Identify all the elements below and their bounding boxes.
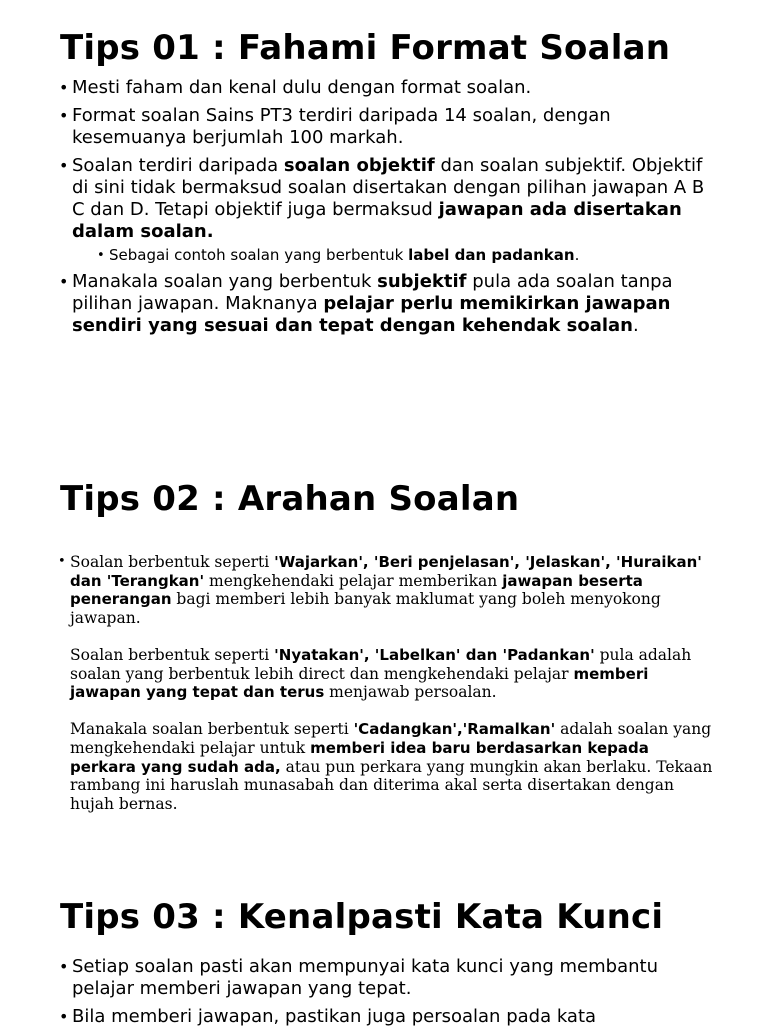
bullet-text: pula ada soalan tanpa pilihan jawapan. Maknanya bbox=[72, 271, 673, 314]
text: bagi memberi lebih banyak maklumat yang boleh menyokong jawapan. bbox=[70, 590, 661, 627]
bullet-text: Bila memberi jawapan, pastikan juga persoalan pada kata bbox=[72, 1006, 597, 1027]
bullet-list bbox=[59, 956, 719, 1034]
bold-text: pelajar perlu memikirkan jawapan sendiri yang sesuai dan tepat dengan kehendak soalan bbox=[72, 293, 671, 336]
bullet-text: . bbox=[633, 315, 639, 336]
bold-text: subjektif bbox=[377, 271, 467, 292]
bullet-text: Setiap soalan pasti akan mempunyai kata kunci yang membantu pelajar memberi jawapan yang tepat. bbox=[72, 956, 658, 999]
text: Manakala soalan berbentuk seperti bbox=[70, 720, 354, 739]
text: Soalan berbentuk seperti bbox=[70, 553, 275, 571]
slide-title: Tips 02 : Arahan Soalan bbox=[60, 479, 520, 519]
bold-text: label dan padankan bbox=[408, 246, 575, 264]
text: adalah soalan yang mengkehendaki pelajar untuk bbox=[70, 720, 712, 757]
bold-text: memberi idea baru berdasarkan kepada perkara yang sudah ada, bbox=[70, 738, 649, 776]
bold-text: jawapan ada disertakan dalam soalan. bbox=[72, 199, 682, 242]
bold-text: soalan objektif bbox=[283, 155, 435, 176]
slide-title: Tips 03 : Kenalpasti Kata Kunci bbox=[60, 897, 664, 937]
text: Soalan berbentuk seperti bbox=[70, 645, 275, 664]
text: pula adalah soalan yang berbentuk lebih direct dan mengkehendaki pelajar bbox=[70, 645, 692, 683]
bullet-text: Sebagai contoh soalan yang berbentuk bbox=[109, 246, 409, 264]
text: atau pun perkara yang mungkin akan berlaku. Tekaan rambang ini haruslah munasabah dan diterima akal serta disertakan dengan hujah bernas. bbox=[70, 757, 713, 813]
bullet-text: dan soalan subjektif. Objektif di sini tidak bermaksud soalan disertakan dengan pilihan jawapan A B C dan D. Tetapi objektif juga bermaksud bbox=[72, 155, 705, 220]
bold-text: 'Cadangkan','Ramalkan' bbox=[353, 720, 556, 739]
bullet-text: Soalan terdiri daripada bbox=[72, 155, 284, 176]
bullet-text: Mesti faham dan kenal dulu dengan format soalan. bbox=[72, 77, 532, 98]
slide-title: Tips 01 : Fahami Format Soalan bbox=[60, 28, 671, 68]
bullet-item bbox=[59, 1006, 719, 1028]
text: menjawab persoalan. bbox=[324, 683, 497, 702]
bold-text: 'Wajarkan', 'Beri penjelasan', 'Jelaskan', 'Huraikan' dan 'Terangkan' bbox=[70, 553, 702, 590]
bold-text: memberi jawapan yang tepat dan terus bbox=[70, 664, 649, 702]
bullet-text: . bbox=[574, 246, 580, 264]
bullet-text: Manakala soalan yang berbentuk bbox=[72, 271, 378, 292]
bullet-item bbox=[59, 956, 719, 1000]
bullet-text: Format soalan Sains PT3 terdiri daripada 14 soalan, dengan kesemuanya berjumlah 100 markah. bbox=[72, 105, 611, 148]
bold-text: 'Nyatakan', 'Labelkan' dan 'Padankan' bbox=[274, 645, 595, 664]
text: mengkehendaki pelajar memberikan bbox=[204, 571, 503, 590]
bold-text: jawapan beserta penerangan bbox=[70, 571, 643, 609]
